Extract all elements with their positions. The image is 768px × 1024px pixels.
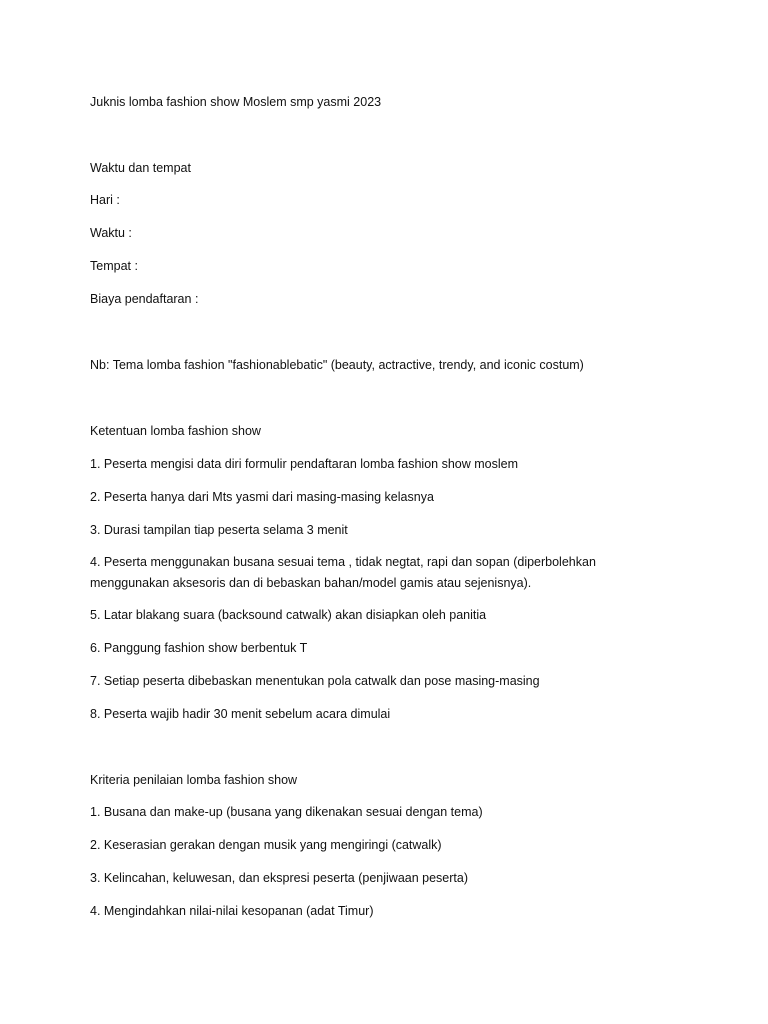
rule-item: 2. Peserta hanya dari Mts yasmi dari masing-masing kelasnya — [90, 490, 434, 504]
theme-note: Nb: Tema lomba fashion "fashionablebatic" (beauty, actractive, trendy, and iconic costum) — [90, 358, 584, 372]
criteria-item: 4. Mengindahkan nilai-nilai kesopanan (adat Timur) — [90, 904, 374, 918]
event-info-heading: Waktu dan tempat — [90, 161, 191, 175]
document-title: Juknis lomba fashion show Moslem smp yasmi 2023 — [90, 95, 382, 109]
event-day-label: Hari : — [90, 193, 120, 207]
rule-item: 3. Durasi tampilan tiap peserta selama 3 menit — [90, 523, 348, 537]
rule-item: 7. Setiap peserta dibebaskan menentukan pola catwalk dan pose masing-masing — [90, 674, 540, 688]
rule-item: 1. Peserta mengisi data diri formulir pendaftaran lomba fashion show moslem — [90, 457, 518, 471]
event-fee-label: Biaya pendaftaran : — [90, 292, 199, 306]
rule-item: 8. Peserta wajib hadir 30 menit sebelum acara dimulai — [90, 707, 391, 721]
rule-item: 6. Panggung fashion show berbentuk T — [90, 641, 308, 655]
criteria-heading: Kriteria penilaian lomba fashion show — [90, 773, 298, 787]
event-time-label: Waktu : — [90, 226, 132, 240]
rule-item: 4. Peserta menggunakan busana sesuai tema , tidak negtat, rapi dan sopan (diperbolehkan menggunakan aksesoris dan di bebaskan bahan/model gamis atau sejenisnya). — [90, 555, 596, 590]
rule-item: 5. Latar blakang suara (backsound catwalk) akan disiapkan oleh panitia — [90, 608, 487, 622]
criteria-item: 1. Busana dan make-up (busana yang dikenakan sesuai dengan tema) — [90, 805, 483, 819]
event-place-label: Tempat : — [90, 259, 138, 273]
criteria-item: 3. Kelincahan, keluwesan, dan ekspresi peserta (penjiwaan peserta) — [90, 871, 469, 885]
criteria-item: 2. Keserasian gerakan dengan musik yang mengiringi (catwalk) — [90, 838, 442, 852]
rules-heading: Ketentuan lomba fashion show — [90, 424, 261, 438]
